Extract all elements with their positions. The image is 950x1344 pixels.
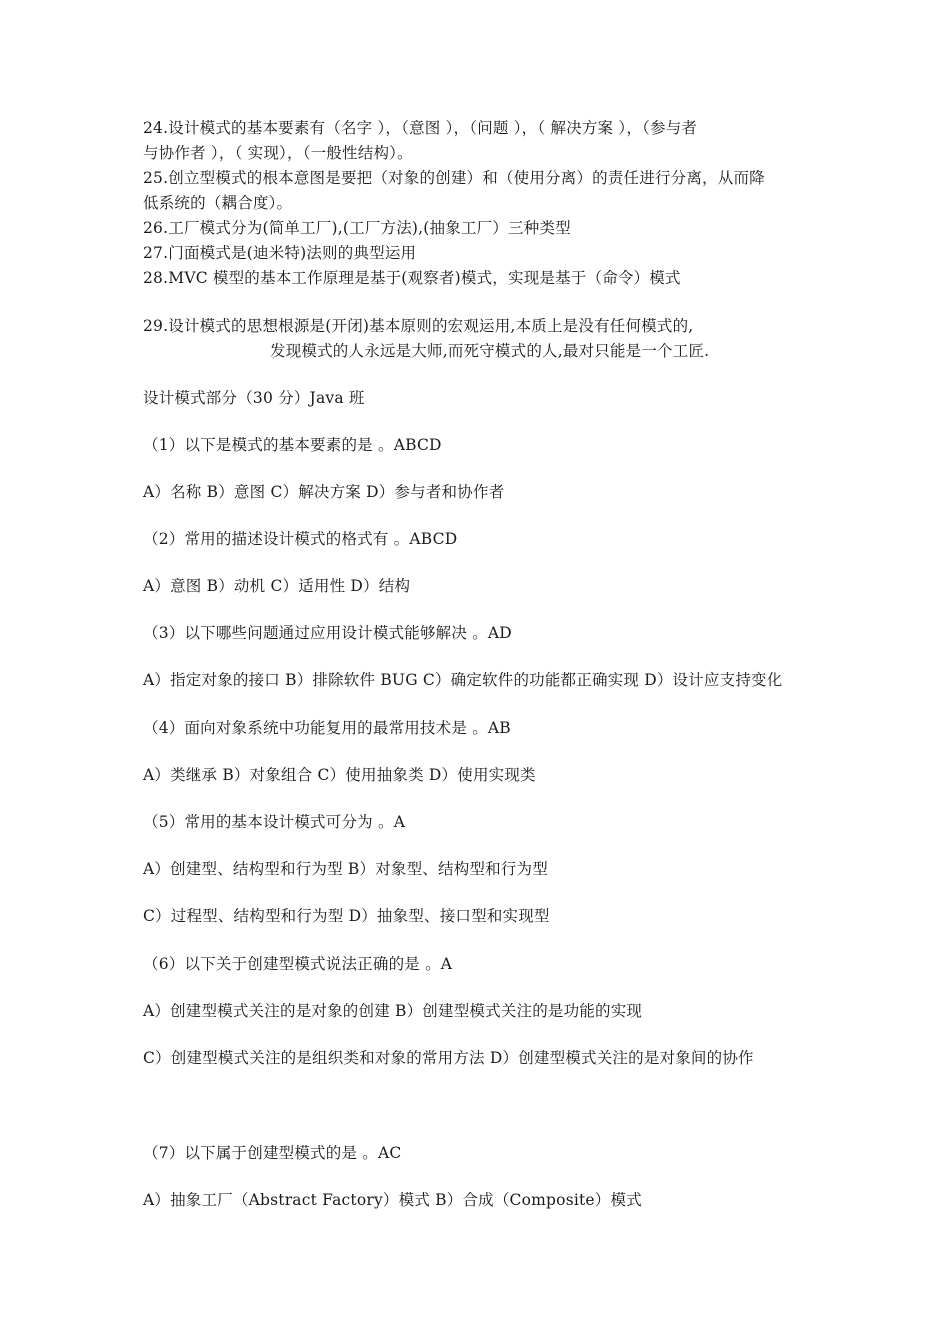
fill-in-28: 28.MVC 模型的基本工作原理是基于(观察者)模式，实现是基于（命令）模式 — [143, 269, 681, 287]
section-title: 设计模式部分（30 分）Java 班 — [143, 389, 365, 407]
fill-in-25-line1: 25.创立型模式的根本意图是要把（对象的创建）和（使用分离）的责任进行分离，从而降 — [143, 169, 765, 187]
question-1-options: A）名称 B）意图 C）解决方案 D）参与者和协作者 — [143, 483, 505, 501]
question-6-options-ab: A）创建型模式关注的是对象的创建 B）创建型模式关注的是功能的实现 — [143, 1002, 643, 1020]
question-5: （5）常用的基本设计模式可分为 。A — [143, 813, 406, 831]
question-6: （6）以下关于创建型模式说法正确的是 。A — [143, 955, 453, 973]
fill-in-27: 27.门面模式是(迪米特)法则的典型运用 — [143, 244, 417, 262]
question-1: （1）以下是模式的基本要素的是 。ABCD — [143, 436, 442, 454]
question-7-options-ab: A）抽象工厂（Abstract Factory）模式 B）合成（Composite）模式 — [143, 1191, 642, 1209]
question-5-options-ab: A）创建型、结构型和行为型 B）对象型、结构型和行为型 — [143, 860, 548, 878]
question-4: （4）面向对象系统中功能复用的最常用技术是 。AB — [143, 719, 511, 737]
fill-in-24-line1: 24.设计模式的基本要素有（名字 ），（意图 ），（问题 ），（ 解决方案 ），（参与者 — [143, 119, 698, 137]
question-3: （3）以下哪些问题通过应用设计模式能够解决 。AD — [143, 624, 512, 642]
question-4-options: A）类继承 B）对象组合 C）使用抽象类 D）使用实现类 — [143, 766, 536, 784]
fill-in-24-line2: 与协作者 ），（ 实现），（一般性结构）。 — [143, 144, 413, 162]
fill-in-29-line1: 29.设计模式的思想根源是(开闭)基本原则的宏观运用,本质上是没有任何模式的, — [143, 317, 694, 335]
fill-in-26: 26.工厂模式分为(简单工厂),(工厂方法),(抽象工厂）三种类型 — [143, 219, 571, 237]
fill-in-29-line2: 发现模式的人永远是大师,而死守模式的人,最对只能是一个工匠. — [270, 342, 710, 360]
question-2: （2）常用的描述设计模式的格式有 。ABCD — [143, 530, 458, 548]
question-2-options: A）意图 B）动机 C）适用性 D）结构 — [143, 577, 411, 595]
question-3-options: A）指定对象的接口 B）排除软件 BUG C）确定软件的功能都正确实现 D）设计应支持变化 — [143, 671, 783, 689]
fill-in-25-line2: 低系统的（耦合度）。 — [143, 194, 293, 212]
question-5-options-cd: C）过程型、结构型和行为型 D）抽象型、接口型和实现型 — [143, 907, 550, 925]
question-7: （7）以下属于创建型模式的是 。AC — [143, 1144, 402, 1162]
question-6-options-cd: C）创建型模式关注的是组织类和对象的常用方法 D）创建型模式关注的是对象间的协作 — [143, 1049, 754, 1067]
